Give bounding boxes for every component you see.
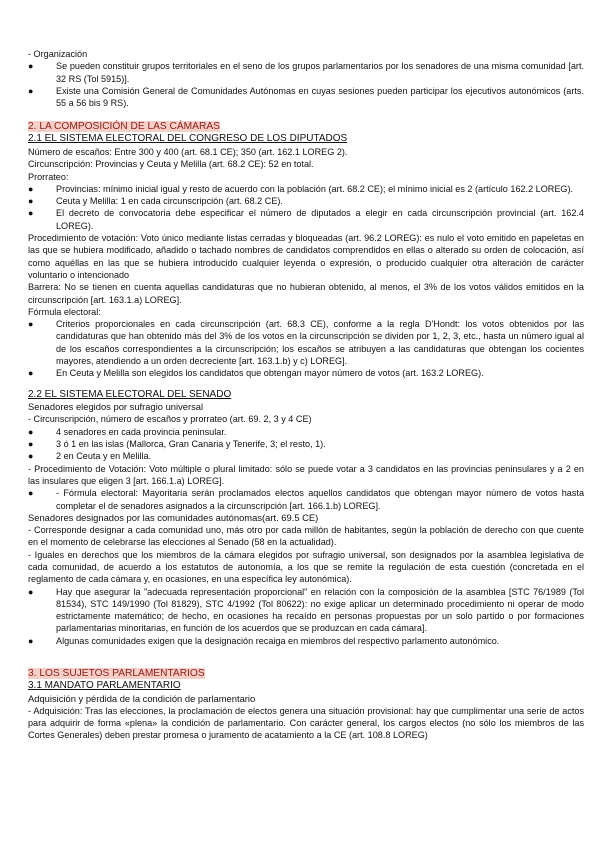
bullet-icon: ● — [28, 426, 34, 437]
bullet-text: Existe una Comisión General de Comunidades Autónomas en cuyas sesiones pueden participar los ejecutivos autonómicos (arts. 55 a 56 bis 9 RS). — [56, 85, 584, 109]
bullet-item — [28, 183, 584, 195]
bullet-item — [28, 85, 584, 110]
bullet-text: En Ceuta y Melilla son elegidos los candidatos que obtengan mayor número de votos (art. 163.2 LOREG). — [56, 368, 484, 379]
paragraph-label: Adquisición y pérdida de la condición de parlamentario — [28, 692, 256, 704]
bullet-text: - Fórmula electoral: Mayoritaria serán proclamados electos aquellos candidatos que obtengan mayor número de votos hasta completar el de senadores asignados a la circunscripción [art. 166.1.b) LOREG]. — [56, 488, 584, 511]
bullet-icon: ● — [28, 61, 34, 72]
bullet-icon: ● — [28, 439, 34, 450]
paragraph: - Iguales en derechos que los miembros de la cámara elegidos por sufragio universal, son designados por la asamblea legislativa de cada comunidad, de acuerdo a los estatutos de autonomía, a los que se remite la regulación de esta cuestión (concretada en el reglamento de cada cámara y, en ocasiones, en una específica ley autonómica). — [28, 549, 584, 585]
bullet-icon: ● — [28, 208, 34, 219]
bullet-item — [28, 438, 584, 450]
paragraph: Fórmula electoral: — [28, 306, 101, 317]
bullet-item — [28, 207, 584, 232]
subsection-heading: 2.2 EL SISTEMA ELECTORAL DEL SENADO — [28, 388, 232, 400]
subsection-heading: 2.1 EL SISTEMA ELECTORAL DEL CONGRESO DE LOS DIPUTADOS — [28, 133, 348, 145]
document-page — [28, 48, 584, 742]
section-heading — [28, 667, 584, 680]
bullet-icon: ● — [28, 368, 34, 379]
bullet-item — [28, 450, 584, 462]
bullet-item — [28, 367, 584, 379]
section-heading-text: 2. LA COMPOSICIÓN DE LAS CÁMARAS — [28, 121, 220, 133]
paragraph: - Adquisición: Tras las elecciones, la proclamación de electos genera una situación provisional: hay que cumplimentar una serie de actos para adquirir de forma «plena» la condición de parlamentario. Con carácter general, los cargos electos (no sólo los miembros de las Cortes Generales) deben prestar promesa o juramento de acatamiento a la CE (art. 108.8 LOREG) — [28, 705, 584, 741]
paragraph: - Organización — [28, 49, 88, 59]
paragraph-label: Senadores designados por las comunidades autónomas(art. 69.5 CE) — [28, 511, 319, 523]
bullet-text: Criterios proporcionales en cada circunscripción (art. 68.3 CE), conforme a la regla D'Hondt: los votos obtenidos por las candidaturas que han obtenido más del 3% de los votos en la circunscripción se dividen por 1, 2, 3, etc., hasta un número igual al de los escaños correspondientes a la circunscripción; los escaños se atribuyen a las candidaturas que obtengan los cocientes mayores, atendiendo a un orden decreciente [art. 163.1.b) y c) LOREG]. — [56, 319, 584, 367]
bullet-text: El decreto de convocatoria debe especificar el número de diputados a elegir en cada circunscripción provincial (art. 162.4 LOREG). — [56, 208, 584, 231]
bullet-icon: ● — [28, 586, 34, 597]
section-heading — [28, 120, 584, 133]
bullet-text: Se pueden constituir grupos territoriales en el seno de los grupos parlamentarios por los senadores de una misma comunidad [art. 32 RS (Tol 5915)]. — [56, 61, 584, 84]
spacer — [28, 647, 584, 656]
paragraph: Número de escaños: Entre 300 y 400 (art. 68.1 CE); 350 (art. 162.1 LOREG 2). — [28, 146, 348, 157]
bullet-item — [28, 426, 584, 438]
bullet-item — [28, 60, 584, 85]
bullet-icon: ● — [28, 183, 34, 194]
bullet-text: 3 ó 1 en las islas (Mallorca, Gran Canaria y Tenerife, 3; el resto, 1). — [56, 439, 326, 450]
bullet-icon: ● — [28, 319, 34, 330]
paragraph: - Circunscripción, número de escaños y prorrateo (art. 69. 2, 3 y 4 CE) — [28, 414, 312, 425]
paragraph: Prorrateo: — [28, 171, 69, 182]
bullet-text: 4 senadores en cada provincia peninsular. — [56, 426, 227, 437]
spacer — [28, 380, 584, 389]
bullet-text: Algunas comunidades exigen que la designación recaiga en miembros del respectivo parlamento autonómico. — [56, 635, 500, 646]
paragraph: Circunscripción: Provincias y Ceuta y Melilla (art. 68.2 CE): 52 en total. — [28, 159, 314, 170]
bullet-item — [28, 195, 584, 207]
paragraph: Procedimiento de votación: Voto único mediante listas cerradas y bloqueadas (art. 96.2 LOREG): es nulo el voto emitido en papeletas en las que se hubiera modificado, añadido o tachado nombres de candidatos comprendidos en ellas o alterado su orden de colocación, así como aquéllas en las que se hubiera introducido cualquier leyenda o expresión, o producido cualquier otra alteración de carácter voluntario o intencionado — [28, 233, 584, 280]
bullet-item — [28, 635, 584, 647]
section-heading-text: 3. LOS SUJETOS PARLAMENTARIOS — [28, 668, 205, 680]
paragraph: Barrera: No se tienen en cuenta aquellas candidaturas que no hubieran obtenido, al menos, el 3% de los votos válidos emitidos en la circunscripción [art. 163.1.a) LOREG]. — [28, 282, 584, 305]
paragraph: - Corresponde designar a cada comunidad uno, más otro por cada millón de habitantes, según la población de derecho con que cuente en el momento de celebrarse las elecciones al Senado (58 en la actualidad). — [28, 525, 584, 548]
bullet-item — [28, 487, 584, 512]
bullet-text: Ceuta y Melilla: 1 en cada circunscripción (art. 68.2 CE). — [56, 196, 283, 207]
bullet-item — [28, 318, 584, 367]
subsection-heading: 3.1 MANDATO PARLAMENTARIO — [28, 680, 181, 692]
bullet-text: Hay que asegurar la "adecuada representación proporcional" en relación con la composición de la asamblea [STC 76/1989 (Tol 81534), STC 149/1990 (Tol 81829), STC 4/1992 (Tol 80622): no exige aplicar un determinado procedimiento ni operar de modo estrictamente matemático; de hecho, en ocasiones ha recaído en personas propuestas por un solo partido o por formaciones parlamentarias minoritarias, en función de los acuerdos que se produzcan en cada cámara]. — [56, 586, 584, 634]
bullet-icon: ● — [28, 635, 34, 646]
bullet-text: 2 en Ceuta y en Melilla. — [56, 451, 152, 462]
bullet-icon: ● — [28, 451, 34, 462]
bullet-text: Provincias: mínimo inicial igual y resto de acuerdo con la población (art. 68.2 CE); el mínimo inicial es 2 (artículo 162.2 LOREG). — [56, 183, 574, 194]
paragraph-label: Senadores elegidos por sufragio universal — [28, 401, 204, 413]
bullet-icon: ● — [28, 196, 34, 207]
bullet-icon: ● — [28, 488, 34, 499]
bullet-item — [28, 586, 584, 635]
bullet-icon: ● — [28, 85, 34, 96]
paragraph: - Procedimiento de Votación: Voto múltiple o plural limitado: sólo se puede votar a 3 candidatos en las provincias peninsulares y a 2 en las insulares que eligen 3 [art. 166.1.a) LOREG]. — [28, 463, 584, 486]
